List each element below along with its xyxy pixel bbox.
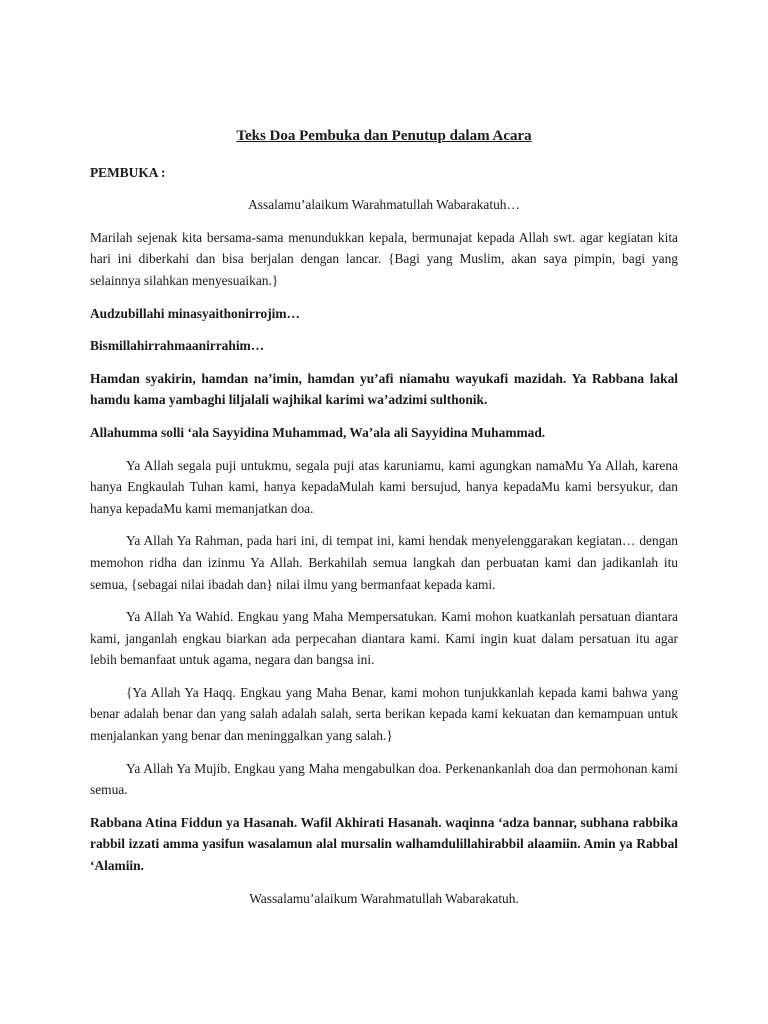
sholawat-line: Allahumma solli ‘ala Sayyidina Muhammad, Wa’ala ali Sayyidina Muhammad. bbox=[90, 424, 546, 440]
prayer-paragraph-5: Ya Allah Ya Mujib. Engkau yang Maha mengabulkan doa. Perkenankanlah doa dan permohonan kami semua. bbox=[90, 760, 678, 798]
document-title: Teks Doa Pembuka dan Penutup dalam Acara bbox=[236, 128, 532, 144]
rabbana-paragraph: Rabbana Atina Fiddun ya Hasanah. Wafil Akhirati Hasanah. waqinna ‘adza bannar, subhana rabbika rabbil izzati amma yasifun wasalamun alal mursalin walhamdulillahirabbil alaamiin. Amin ya Rabbal ‘Alamiin. bbox=[90, 814, 678, 874]
prayer-paragraph-3: Ya Allah Ya Wahid. Engkau yang Maha Mempersatukan. Kami mohon kuatkanlah persatuan diantara kami, janganlah engkau biarkan ada perpecahan diantara kami. Kami ingin kuat dalam persatuan itu agar lebih bemanfaat untuk agama, negara dan bangsa ini. bbox=[90, 609, 678, 668]
prayer-paragraph-1: Ya Allah segala puji untukmu, segala puji atas karuniamu, kami agungkan namaMu Ya Allah, karena hanya Engkaulah Tuhan kami, hanya kepadaMulah kami bersujud, hanya kepadaMu kami bersyukur, dan hanya kepadaMu kami memanjatkan doa. bbox=[90, 457, 678, 516]
closing-greeting: Wassalamu’alaikum Warahmatullah Wabarakatuh. bbox=[249, 890, 519, 906]
opening-greeting: Assalamu’alaikum Warahmatullah Wabarakatuh… bbox=[248, 197, 520, 213]
audzubillah-line: Audzubillahi minasyaithonirrojim… bbox=[90, 305, 300, 321]
hamdan-paragraph: Hamdan syakirin, hamdan na’imin, hamdan yu’afi niamahu wayukafi mazidah. Ya Rabbana lakal hamdu kama yambaghi liljalali wajhikal karimi wa’adzimi sulthonik. bbox=[90, 370, 678, 408]
bismillah-line: Bismillahirrahmaanirrahim… bbox=[90, 338, 265, 354]
prayer-paragraph-2: Ya Allah Ya Rahman, pada hari ini, di tempat ini, kami hendak menyelenggarakan kegiatan… dengan memohon ridha dan izinmu Ya Allah. Berkahilah semua langkah dan perbuatan kami dan jadikanlah itu semua, {sebagai nilai ibadah dan} nilai ilmu yang bermanfaat kepada kami. bbox=[90, 533, 678, 592]
section-label-pembuka: PEMBUKA : bbox=[90, 164, 166, 180]
document-page bbox=[90, 126, 678, 920]
intro-paragraph: Marilah sejenak kita bersama-sama menundukkan kepala, bermunajat kepada Allah swt. agar kegiatan kita hari ini diberkahi dan bisa berjalan dengan lancar. {Bagi yang Muslim, akan saya pimpin, bagi yang selainnya silahkan menyesuaikan.} bbox=[90, 229, 678, 288]
prayer-paragraph-4: {Ya Allah Ya Haqq. Engkau yang Maha Benar, kami mohon tunjukkanlah kepada kami bahwa yang benar adalah benar dan yang salah adalah salah, serta berikan kepada kami kekuatan dan kemampuan untuk menjalankan yang benar dan meninggalkan yang salah.} bbox=[90, 684, 678, 744]
